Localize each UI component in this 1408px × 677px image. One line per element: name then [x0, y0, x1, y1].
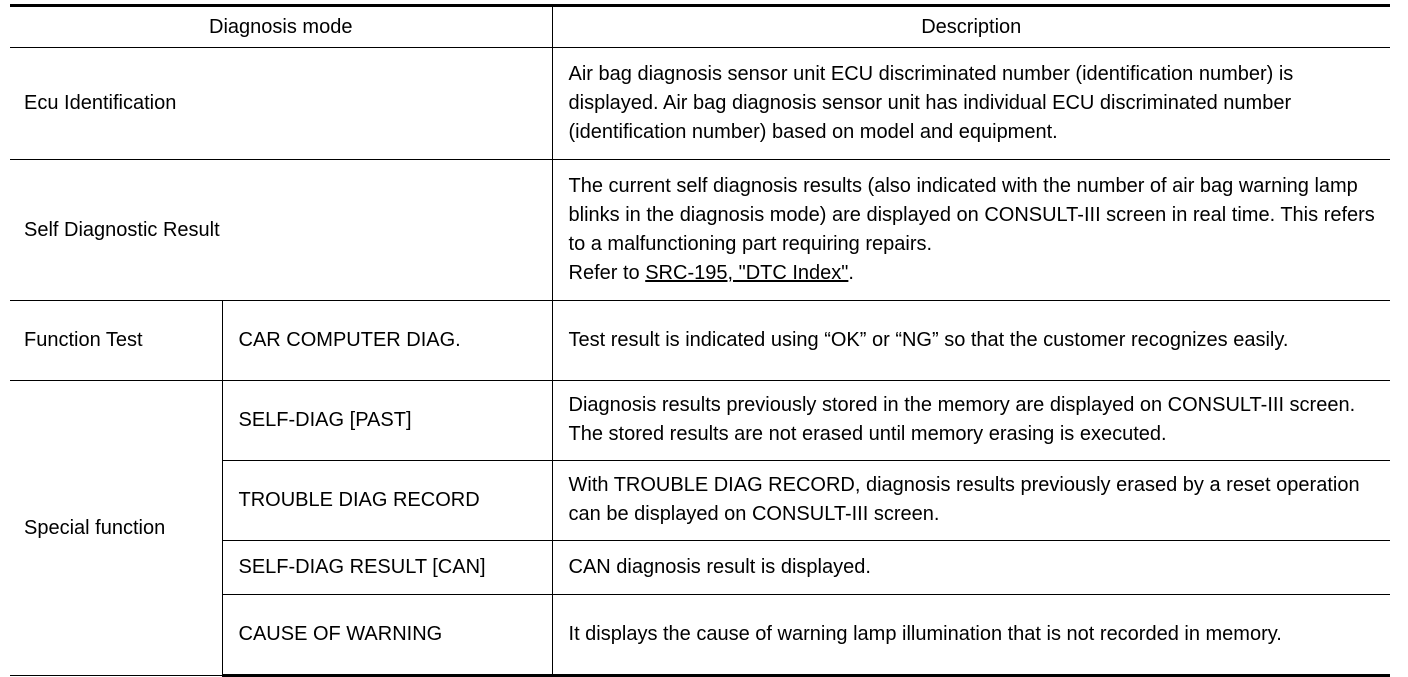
table-header-row	[10, 6, 1390, 48]
description-trouble-diag-record: With TROUBLE DIAG RECORD, diagnosis results previously erased by a reset operation can be displayed on CONSULT-III screen.	[552, 461, 1390, 541]
dtc-index-link[interactable]: SRC-195, "DTC Index"	[645, 261, 849, 284]
description-cause-of-warning: It displays the cause of warning lamp illumination that is not recorded in memory.	[552, 595, 1390, 676]
mode-function-test: Function Test	[10, 301, 222, 381]
description-self-diag-result-can: CAN diagnosis result is displayed.	[552, 541, 1390, 595]
item-trouble-diag-record: TROUBLE DIAG RECORD	[222, 461, 552, 541]
item-cause-of-warning: CAUSE OF WARNING	[222, 595, 552, 676]
description-car-computer-diag: Test result is indicated using “OK” or “NG” so that the customer recognizes easily.	[552, 301, 1390, 381]
mode-self-diagnostic-result: Self Diagnostic Result	[10, 160, 552, 301]
description-self-diag-past: Diagnosis results previously stored in the memory are displayed on CONSULT-III screen. The stored results are not erased until memory erasing is executed.	[552, 381, 1390, 461]
mode-special-function: Special function	[10, 381, 222, 676]
diagnosis-mode-table-wrapper	[10, 4, 1390, 677]
header-description: Description	[552, 6, 1390, 48]
table-row-self-diagnostic-result	[10, 160, 1390, 301]
header-diagnosis-mode: Diagnosis mode	[10, 6, 552, 48]
refer-prefix: Refer to	[568, 261, 646, 284]
item-car-computer-diag: CAR COMPUTER DIAG.	[222, 301, 552, 381]
item-self-diag-past: SELF-DIAG [PAST]	[222, 381, 552, 461]
description-self-diagnostic-result	[552, 160, 1390, 301]
diagnosis-mode-table	[10, 4, 1390, 677]
table-row-function-test	[10, 301, 1390, 381]
table-row-self-diag-past	[10, 381, 1390, 461]
item-self-diag-result-can: SELF-DIAG RESULT [CAN]	[222, 541, 552, 595]
description-ecu-identification: Air bag diagnosis sensor unit ECU discriminated number (identification number) is displayed. Air bag diagnosis sensor unit has individual ECU discriminated number (identification number) based on model and equipment.	[552, 48, 1390, 160]
mode-ecu-identification: Ecu Identification	[10, 48, 552, 160]
table-row-ecu-identification	[10, 48, 1390, 160]
refer-suffix: .	[848, 261, 854, 284]
self-diagnostic-description-text: The current self diagnosis results (also indicated with the number of air bag warning lamp blinks in the diagnosis mode) are displayed on CONSULT-III screen in real time. This refers to a malfunctioning part requiring repairs.	[568, 174, 1375, 255]
